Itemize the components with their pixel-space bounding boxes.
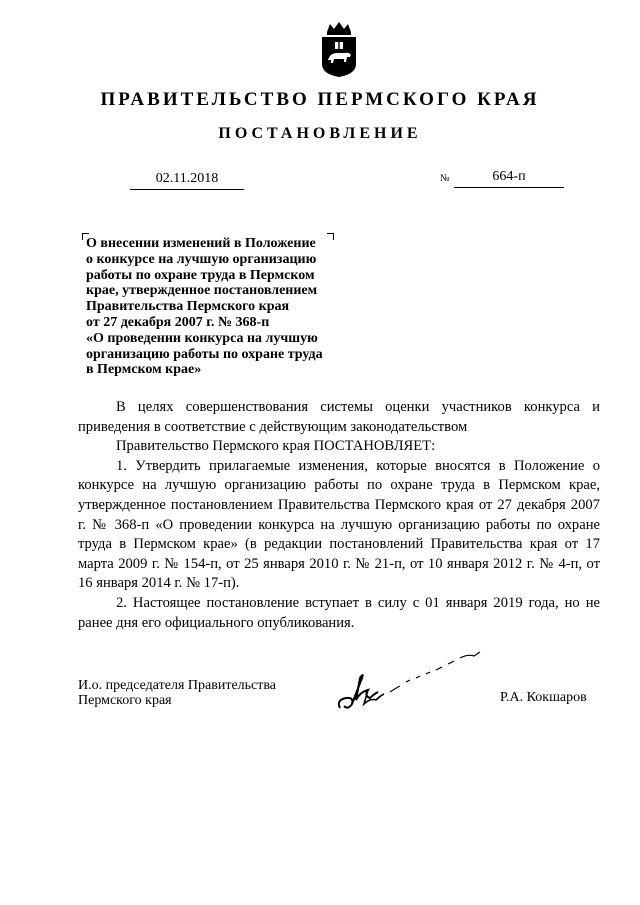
body-paragraph: 2. Настоящее постановление вступает в силу с 01 января 2019 года, но не ранее дня его официального опубликования. — [78, 594, 600, 631]
subject-line: крае, утвержденное постановлением — [86, 283, 318, 299]
handwritten-signature — [334, 648, 490, 720]
body-paragraph: 1. Утвердить прилагаемые изменения, которые вносятся в Положение о конкурсе на лучшую организацию работы по охране труда в Пермском крае, утвержденное постановлением Правительства Пермского края от 27 декабря 2007 г. № 368-п «О проведении конкурса на лучшую организацию работы по охране труда в Пермском крае» (в редакции постановлений Правительства края от 17 марта 2009 г. № 154-п, от 25 января 2010 г. № 21-п, от 10 января 2012 г. № 4-п, от 16 января 2014 г. № 17-п). — [78, 457, 600, 592]
number-label: № — [440, 173, 450, 184]
subject-line: «О проведении конкурса на лучшую — [86, 330, 318, 346]
document-type: ПОСТАНОВЛЕНИЕ — [218, 125, 422, 142]
signatory-position-line: Пермского края — [78, 693, 172, 708]
subject-line: организацию работы по охране труда — [86, 346, 323, 362]
document-subject — [86, 236, 356, 378]
subject-line: о конкурсе на лучшую организацию — [86, 251, 317, 267]
document-date: 02.11.2018 — [130, 171, 244, 190]
subject-line: в Пермском крае» — [86, 362, 202, 378]
body-paragraph: В целях совершенствования системы оценки участников конкурса и приведения в соответствие с действующим законодательством — [78, 399, 600, 435]
document-body — [78, 398, 600, 633]
subject-line: Правительства Пермского края — [86, 299, 290, 315]
document-number: 664-п — [454, 169, 564, 188]
signatory-name: Р.А. Кокшаров — [500, 690, 587, 705]
perm-krai-coat-of-arms-icon — [318, 20, 360, 78]
signatory-position — [78, 678, 276, 708]
subject-line: работы по охране труда в Пермском — [86, 267, 315, 283]
organization-title: ПРАВИТЕЛЬСТВО ПЕРМСКОГО КРАЯ — [100, 89, 540, 110]
signatory-position-line: И.о. председателя Правительства — [78, 678, 277, 693]
body-paragraph: Правительство Пермского края ПОСТАНОВЛЯЕТ: — [116, 438, 436, 455]
subject-line: О внесении изменений в Положение — [86, 236, 316, 251]
subject-line: от 27 декабря 2007 г. № 368-п — [86, 314, 270, 330]
